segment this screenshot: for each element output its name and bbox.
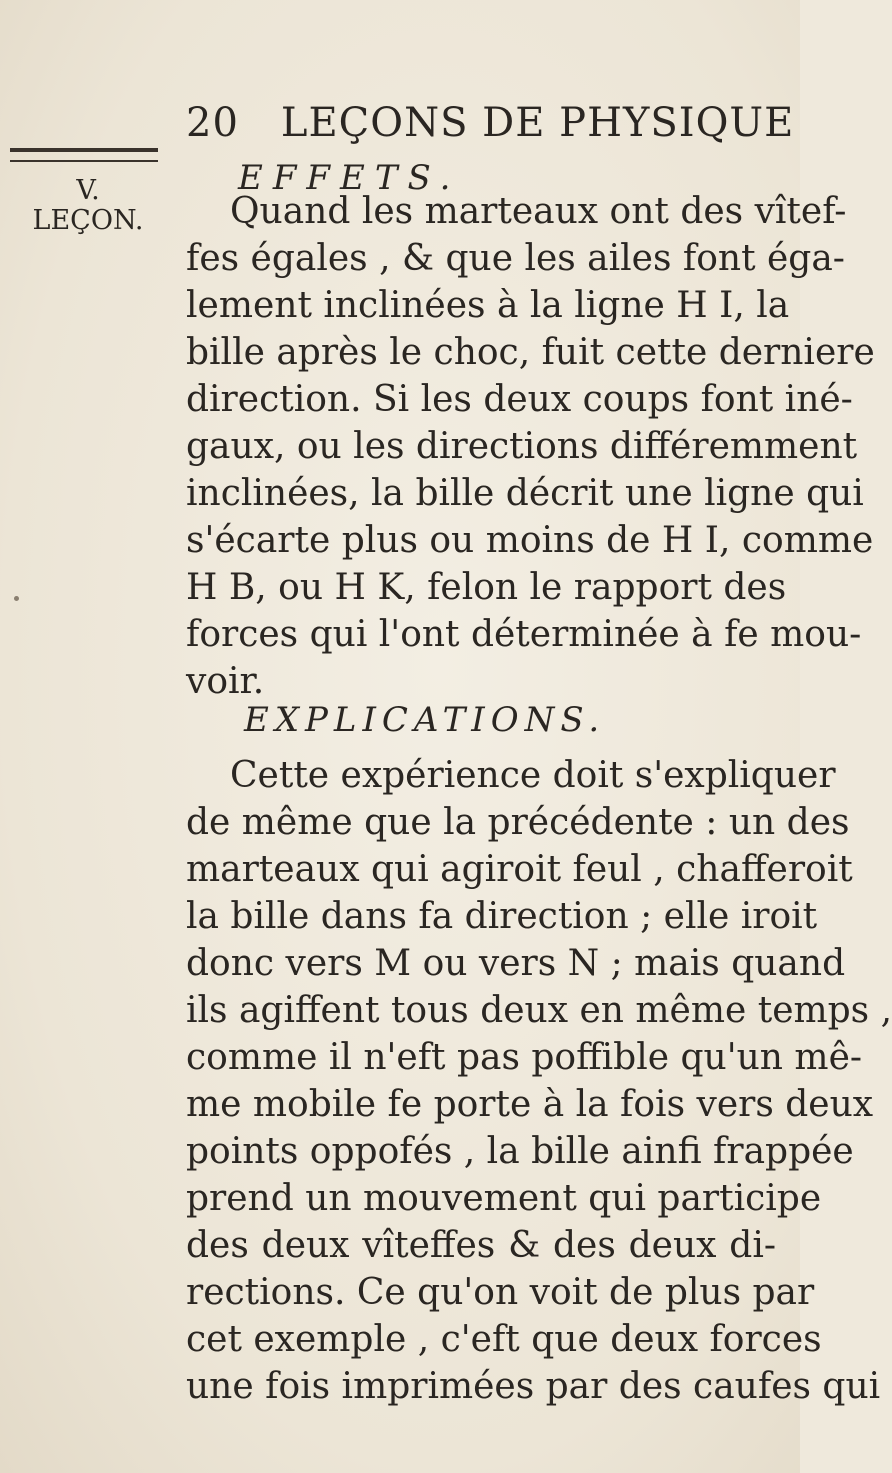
text-line: direction. Si les deux coups font iné- (186, 379, 853, 420)
lesson-label: LEÇON. (32, 205, 144, 236)
running-head (186, 100, 794, 146)
text-line: points oppofés , la bille ainfi frappée (186, 1131, 854, 1172)
page-number: 20 (186, 100, 239, 146)
paragraph-effets (186, 188, 875, 705)
section-heading-effets: EFFETS. (238, 158, 461, 198)
text-line: cet exemple , c'eft que deux forces (186, 1319, 822, 1360)
text-line: bille après le choc, fuit cette derniere (186, 332, 875, 373)
text-line: marteaux qui agiroit feul , chafferoit (186, 849, 853, 890)
lesson-number: V. (76, 175, 100, 206)
text-line: forces qui l'ont déterminée à fe mou- (186, 614, 862, 655)
margin-rule-thin (10, 160, 158, 162)
text-line: des deux vîteffes & des deux di- (186, 1225, 776, 1266)
text-line: comme il n'eft pas poffible qu'un mê- (186, 1037, 863, 1078)
paragraph-explications (186, 752, 892, 1410)
text-line: prend un mouvement qui participe (186, 1178, 822, 1219)
text-line: me mobile fe porte à la fois vers deux (186, 1084, 874, 1125)
text-line: ils agiffent tous deux en même temps , (186, 990, 892, 1031)
text-line: de même que la précédente : un des (186, 802, 850, 843)
text-line: voir. (186, 661, 265, 702)
text-line: gaux, ou les directions différemment (186, 426, 858, 467)
text-line: donc vers M ou vers N ; mais quand (186, 943, 846, 984)
text-line: une fois imprimées par des caufes qui (186, 1366, 881, 1407)
paper-speck (14, 596, 19, 601)
text-line: Cette expérience doit s'expliquer (230, 755, 836, 796)
text-line: rections. Ce qu'on voit de plus par (186, 1272, 815, 1313)
margin-note (28, 176, 148, 236)
text-line: inclinées, la bille décrit une ligne qui (186, 473, 864, 514)
text-line: Quand les marteaux ont des vîtef- (230, 191, 847, 232)
text-line: H B, ou H K, felon le rapport des (186, 567, 787, 608)
section-heading-explications: EXPLICATIONS. (244, 700, 606, 740)
text-line: s'écarte plus ou moins de H I, comme (186, 520, 874, 561)
text-line: fes égales , & que les ailes font éga- (186, 238, 845, 279)
text-line: la bille dans fa direction ; elle iroit (186, 896, 818, 937)
running-title: LEÇONS DE PHYSIQUE (280, 100, 795, 146)
text-line: lement inclinées à la ligne H I, la (186, 285, 790, 326)
margin-rule-thick (10, 148, 158, 152)
